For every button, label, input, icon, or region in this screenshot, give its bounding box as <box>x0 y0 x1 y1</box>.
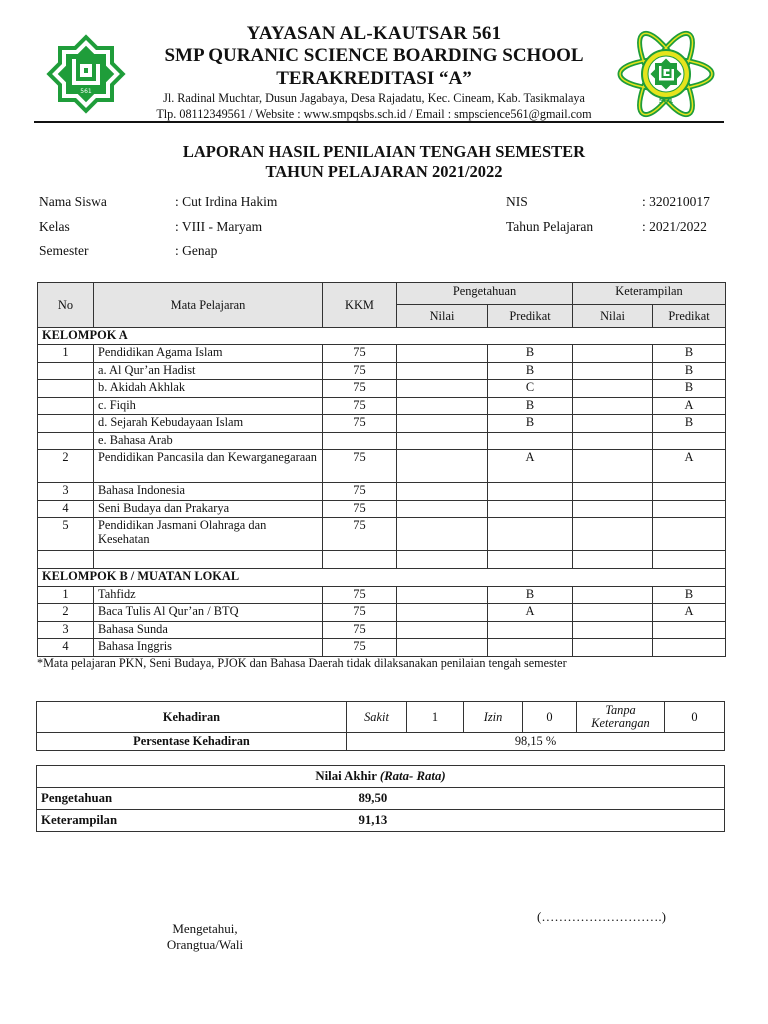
cell-no: 4 <box>38 639 94 657</box>
header-no: No <box>38 283 94 328</box>
table-row <box>38 450 726 483</box>
nis-label: NIS <box>506 194 528 209</box>
cell-no <box>38 397 94 415</box>
cell-knowledge-score <box>397 518 488 551</box>
table-row <box>38 415 726 433</box>
cell-no <box>38 362 94 380</box>
cell-knowledge-grade: B <box>488 415 573 433</box>
cell-skills-grade <box>653 551 726 569</box>
cell-knowledge-score <box>397 551 488 569</box>
final-average-table <box>36 765 725 832</box>
final-average-title-text: Nilai Akhir <box>315 769 380 783</box>
cell-kkm: 75 <box>323 621 397 639</box>
cell-skills-score <box>573 604 653 622</box>
cell-kkm: 75 <box>323 450 397 483</box>
year-label: Tahun Pelajaran <box>506 219 594 234</box>
cell-no: 3 <box>38 483 94 501</box>
final-knowledge-label: Pengetahuan <box>37 788 337 810</box>
cell-skills-score <box>573 415 653 433</box>
cell-knowledge-score <box>397 432 488 450</box>
final-knowledge-value: 89,50 <box>337 788 725 810</box>
foundation-name: YAYASAN AL-KAUTSAR 561 <box>246 23 502 44</box>
cell-subject: Seni Budaya dan Prakarya <box>94 500 323 518</box>
cell-subject: d. Sejarah Kebudayaan Islam <box>94 415 323 433</box>
cell-subject: Pendidikan Pancasila dan Kewarganegaraan <box>94 450 323 483</box>
sick-value: 1 <box>407 702 464 733</box>
cell-skills-grade: B <box>653 586 726 604</box>
cell-kkm: 75 <box>323 604 397 622</box>
cell-kkm: 75 <box>323 518 397 551</box>
cell-subject: Bahasa Sunda <box>94 621 323 639</box>
cell-subject: e. Bahasa Arab <box>94 432 323 450</box>
signature-parent-role: Orangtua/Wali <box>166 937 244 952</box>
header-knowledge-grade: Predikat <box>488 305 573 328</box>
permit-label: Izin <box>464 702 523 733</box>
cell-subject: c. Fiqih <box>94 397 323 415</box>
cell-knowledge-score <box>397 380 488 398</box>
header-knowledge-score: Nilai <box>397 305 488 328</box>
cell-knowledge-score <box>397 415 488 433</box>
class-value: : VIII - Maryam <box>175 219 263 234</box>
cell-knowledge-grade: B <box>488 362 573 380</box>
letterhead-text <box>134 22 614 121</box>
cell-skills-score <box>573 551 653 569</box>
year-value: : 2021/2022 <box>642 219 707 234</box>
grades-table <box>37 282 726 657</box>
header-knowledge: Pengetahuan <box>397 283 573 305</box>
cell-skills-score <box>573 586 653 604</box>
cell-no: 3 <box>38 621 94 639</box>
attendance-table <box>36 701 725 751</box>
cell-skills-score <box>573 345 653 363</box>
report-title <box>34 142 734 182</box>
cell-skills-score <box>573 621 653 639</box>
cell-skills-grade <box>653 518 726 551</box>
final-average-title-italic: (Rata- Rata) <box>379 769 446 783</box>
cell-knowledge-grade <box>488 432 573 450</box>
report-title-line1: LAPORAN HASIL PENILAIAN TENGAH SEMESTER <box>182 142 586 161</box>
cell-knowledge-score <box>397 397 488 415</box>
cell-subject: Bahasa Indonesia <box>94 483 323 501</box>
cell-subject: Pendidikan Jasmani Olahraga dan Kesehatan <box>94 518 323 551</box>
table-row <box>38 362 726 380</box>
cell-skills-grade <box>653 432 726 450</box>
cell-skills-grade <box>653 483 726 501</box>
cell-knowledge-grade <box>488 621 573 639</box>
cell-skills-grade: A <box>653 604 726 622</box>
final-skills-value: 91,13 <box>337 810 725 832</box>
signature-acknowledge: Mengetahui, <box>172 921 238 936</box>
cell-skills-grade: B <box>653 345 726 363</box>
cell-kkm: 75 <box>323 639 397 657</box>
table-row <box>38 551 726 569</box>
table-row <box>38 483 726 501</box>
group-b-header: KELOMPOK B / MUATAN LOKAL <box>38 568 726 586</box>
cell-no: 5 <box>38 518 94 551</box>
cell-skills-score <box>573 518 653 551</box>
cell-skills-score <box>573 397 653 415</box>
cell-knowledge-grade <box>488 483 573 501</box>
table-row <box>38 586 726 604</box>
cell-subject: a. Al Qur’an Hadist <box>94 362 323 380</box>
cell-no: 1 <box>38 345 94 363</box>
cell-subject: Pendidikan Agama Islam <box>94 345 323 363</box>
cell-subject <box>94 551 323 569</box>
cell-skills-score <box>573 432 653 450</box>
table-row <box>38 345 726 363</box>
cell-no <box>38 432 94 450</box>
table-row <box>38 604 726 622</box>
accreditation: TERAKREDITASI “A” <box>276 68 472 89</box>
cell-knowledge-score <box>397 345 488 363</box>
cell-knowledge-grade <box>488 639 573 657</box>
cell-knowledge-score <box>397 621 488 639</box>
cell-knowledge-grade: A <box>488 450 573 483</box>
header-skills: Keterampilan <box>573 283 726 305</box>
cell-no: 2 <box>38 604 94 622</box>
cell-no: 1 <box>38 586 94 604</box>
cell-knowledge-score <box>397 483 488 501</box>
cell-no: 4 <box>38 500 94 518</box>
cell-knowledge-grade: B <box>488 397 573 415</box>
cell-knowledge-score <box>397 500 488 518</box>
final-skills-label: Keterampilan <box>37 810 337 832</box>
name-value: : Cut Irdina Hakim <box>175 194 278 209</box>
cell-knowledge-grade: A <box>488 604 573 622</box>
signature-name-placeholder: (……………………….) <box>537 909 666 924</box>
cell-skills-grade: B <box>653 362 726 380</box>
school-name: SMP QURANIC SCIENCE BOARDING SCHOOL <box>164 45 584 66</box>
cell-knowledge-grade: B <box>488 586 573 604</box>
cell-no <box>38 551 94 569</box>
header-kkm: KKM <box>323 283 397 328</box>
cell-kkm <box>323 551 397 569</box>
cell-skills-grade <box>653 500 726 518</box>
cell-subject: Baca Tulis Al Qur’an / BTQ <box>94 604 323 622</box>
cell-kkm: 75 <box>323 500 397 518</box>
cell-knowledge-grade <box>488 518 573 551</box>
header-skills-score: Nilai <box>573 305 653 328</box>
cell-skills-score <box>573 500 653 518</box>
cell-no <box>38 415 94 433</box>
cell-skills-grade: B <box>653 380 726 398</box>
cell-kkm: 75 <box>323 415 397 433</box>
absent-label: Tanpa Keterangan <box>577 702 665 733</box>
cell-skills-score <box>573 380 653 398</box>
group-a-header: KELOMPOK A <box>38 328 726 345</box>
cell-kkm: 75 <box>323 397 397 415</box>
attendance-label: Kehadiran <box>37 702 347 733</box>
cell-knowledge-score <box>397 450 488 483</box>
table-row <box>38 621 726 639</box>
report-title-line2: TAHUN PELAJARAN 2021/2022 <box>265 162 503 181</box>
cell-subject: Tahfidz <box>94 586 323 604</box>
cell-kkm: 75 <box>323 586 397 604</box>
table-row <box>38 518 726 551</box>
attendance-percent-value: 98,15 % <box>347 733 725 751</box>
cell-knowledge-score <box>397 639 488 657</box>
class-label: Kelas <box>39 219 70 234</box>
cell-knowledge-grade: B <box>488 345 573 363</box>
table-row <box>38 432 726 450</box>
cell-kkm: 75 <box>323 345 397 363</box>
table-footnote: *Mata pelajaran PKN, Seni Budaya, PJOK dan Bahasa Daerah tidak dilaksanakan penilaian tengah semester <box>37 656 567 670</box>
table-row <box>38 397 726 415</box>
absent-value: 0 <box>665 702 725 733</box>
cell-subject: Bahasa Inggris <box>94 639 323 657</box>
permit-value: 0 <box>523 702 577 733</box>
cell-knowledge-score <box>397 604 488 622</box>
cell-skills-grade <box>653 639 726 657</box>
table-row <box>38 639 726 657</box>
cell-kkm <box>323 432 397 450</box>
cell-skills-grade: B <box>653 415 726 433</box>
cell-skills-score <box>573 450 653 483</box>
cell-skills-grade <box>653 621 726 639</box>
school-address: Jl. Radinal Muchtar, Dusun Jagabaya, Desa Rajadatu, Kec. Cineam, Kab. Tasikmalaya <box>163 91 585 105</box>
cell-kkm: 75 <box>323 380 397 398</box>
nis-value: : 320210017 <box>642 194 710 209</box>
cell-subject: b. Akidah Akhlak <box>94 380 323 398</box>
sick-label: Sakit <box>347 702 407 733</box>
header-subject: Mata Pelajaran <box>94 283 323 328</box>
cell-skills-score <box>573 483 653 501</box>
semester-label: Semester <box>39 243 89 258</box>
cell-skills-grade: A <box>653 397 726 415</box>
cell-skills-score <box>573 639 653 657</box>
letterhead <box>34 22 724 124</box>
cell-knowledge-grade <box>488 551 573 569</box>
cell-kkm: 75 <box>323 362 397 380</box>
islamic-star-crest-icon <box>38 26 134 122</box>
school-contact: Tlp. 08112349561 / Website : www.smpqsbs.sch.id / Email : smpscience561@gmail.com <box>156 107 592 121</box>
name-label: Nama Siswa <box>39 194 107 209</box>
cell-no: 2 <box>38 450 94 483</box>
semester-value: : Genap <box>175 243 218 258</box>
cell-no <box>38 380 94 398</box>
letterhead-rule <box>34 121 724 123</box>
logo-left-inscription: 561 <box>80 88 92 95</box>
table-row <box>38 380 726 398</box>
cell-kkm: 75 <box>323 483 397 501</box>
parent-signature-block <box>145 921 265 953</box>
cell-knowledge-grade: C <box>488 380 573 398</box>
final-average-title <box>37 766 725 788</box>
cell-skills-grade: A <box>653 450 726 483</box>
table-row <box>38 500 726 518</box>
attendance-percent-label: Persentase Kehadiran <box>37 733 347 751</box>
cell-knowledge-grade <box>488 500 573 518</box>
cell-knowledge-score <box>397 586 488 604</box>
logo-right-inscription: 561 <box>658 97 674 105</box>
cell-skills-score <box>573 362 653 380</box>
cell-knowledge-score <box>397 362 488 380</box>
atom-orbit-crest-icon <box>616 24 716 124</box>
header-skills-grade: Predikat <box>653 305 726 328</box>
